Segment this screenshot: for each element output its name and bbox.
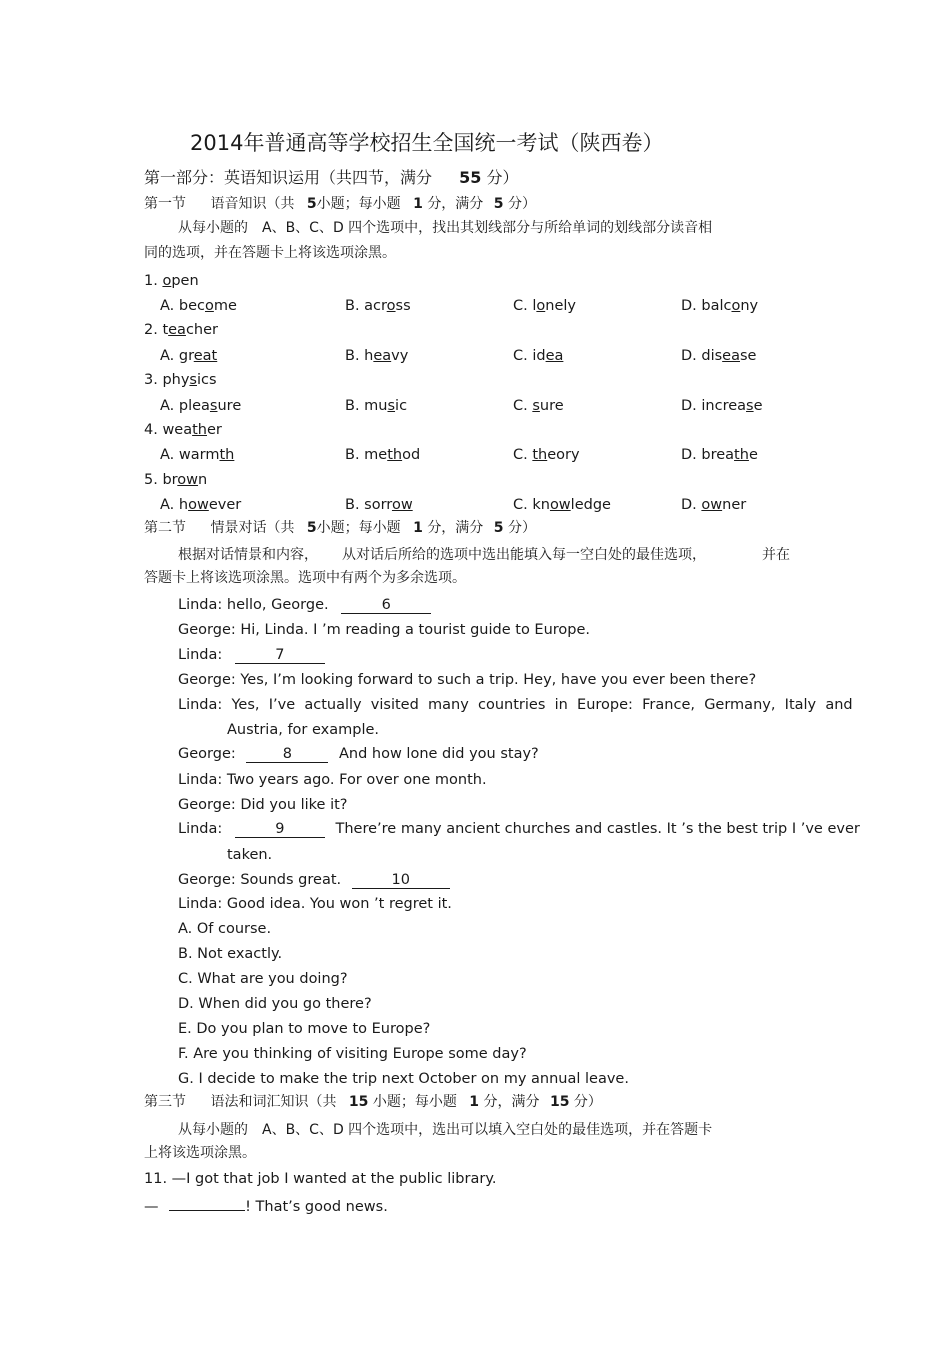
question-5: 5. brown (144, 472, 208, 488)
blank-6: 6 (341, 596, 431, 614)
section3-instruction-2: 上将该选项涂黑。 (144, 1145, 256, 1161)
question-11-response: — ! That’s good news. (144, 1193, 388, 1217)
q1-option-d: D. balcony (681, 298, 759, 314)
section3-count: 15 (348, 1094, 369, 1110)
dialog-line-5: Linda: Yes, I’ve actually visited many countries in Europe: France, Germany, Italy and (178, 697, 853, 713)
dialog-line-11: Linda: Good idea. You won ’t regret it. (178, 896, 452, 912)
question-1: 1. open (144, 273, 199, 289)
blank-8: 8 (246, 745, 328, 763)
question-2: 2. teacher (144, 322, 218, 338)
section2-total: 5 (493, 520, 504, 536)
choice-c: C. What are you doing? (178, 971, 348, 987)
section1-text-d: 分） (507, 196, 536, 212)
part1-unit: 分） (486, 168, 519, 187)
section2-text-d: 分） (507, 520, 536, 536)
choice-e: E. Do you plan to move to Europe? (178, 1021, 431, 1037)
q2-option-d: D. disease (681, 348, 757, 364)
choice-d: D. When did you go there? (178, 996, 372, 1012)
section3-per: 1 (469, 1094, 480, 1110)
choice-b: B. Not exactly. (178, 946, 283, 962)
dialog-line-9: Linda: 9 There’re many ancient churches and castles. It ’s the best trip I ’ve ever (178, 821, 860, 837)
q4-option-c: C. theory (513, 447, 580, 463)
section2-text-b: 小题；每小题 (316, 520, 401, 536)
dialog-line-2: George: Hi, Linda. I ’m reading a tourist guide to Europe. (178, 622, 591, 638)
section3-name: 第三节 (144, 1094, 186, 1110)
question-3: 3. physics (144, 372, 217, 388)
section1-instruction-1: 从每小题的 A、B、C、D 四个选项中，找出其划线部分与所给单词的划线部分读音相 (178, 220, 713, 236)
section1-total: 5 (493, 196, 504, 212)
dialog-line-3: Linda: 7 (178, 645, 325, 665)
q1-option-c: C. lonely (513, 298, 576, 314)
section1-per: 1 (413, 196, 423, 212)
choice-f: F. Are you thinking of visiting Europe some day? (178, 1046, 527, 1062)
page-title: 2014年普通高等学校招生全国统一考试（陕西卷） (190, 131, 664, 155)
section2-count: 5 (306, 520, 317, 536)
q5-option-a: A. however (160, 497, 242, 513)
section2-instruction-2: 答题卡上将该选项涂黑。选项中有两个为多余选项。 (144, 570, 466, 586)
part1-heading (144, 168, 518, 188)
section1-name: 第一节 (144, 196, 186, 212)
blank-10: 10 (352, 871, 450, 889)
q4-option-b: B. method (345, 447, 421, 463)
dialog-line-8: George: Did you like it? (178, 797, 348, 813)
section1-instruction-2: 同的选项，并在答题卡上将该选项涂黑。 (144, 245, 396, 261)
dialog-line-1: Linda: hello, George. 6 (178, 595, 431, 615)
dialog-line-9b: taken. (227, 847, 273, 863)
section3-text-c: 分，满分 (483, 1094, 540, 1110)
q1-option-b: B. across (345, 298, 411, 314)
question-11: 11. —I got that job I wanted at the public library. (144, 1171, 497, 1187)
q4-option-a: A. warmth (160, 447, 235, 463)
dialog-line-6: George: 8 And how lone did you stay? (178, 746, 539, 762)
section2-instruction-1: 根据对话情景和内容， 从对话后所给的选项中选出能填入每一空白处的最佳选项， 并在 (178, 547, 790, 563)
q3-option-b: B. music (345, 398, 408, 414)
section3-total: 15 (549, 1094, 570, 1110)
section3-text-b: 小题；每小题 (372, 1094, 457, 1110)
q2-option-b: B. heavy (345, 348, 409, 364)
part1-text: 第一部分：英语知识运用（共四节，满分 (144, 168, 433, 187)
q3-option-a: A. pleasure (160, 398, 242, 414)
q1-option-a: A. become (160, 298, 237, 314)
section1-text-c: 分，满分 (427, 196, 484, 212)
section2-text-c: 分，满分 (427, 520, 484, 536)
q3-option-d: D. increase (681, 398, 763, 414)
section1-title: 语音知识（共 (210, 196, 295, 212)
q2-option-c: C. idea (513, 348, 564, 364)
part1-score: 55 (459, 168, 482, 187)
q5-option-d: D. owner (681, 497, 747, 513)
q4-option-d: D. breathe (681, 447, 758, 463)
section2-per: 1 (413, 520, 423, 536)
section1-heading (144, 194, 536, 214)
blank-7: 7 (235, 646, 325, 664)
dialog-line-7: Linda: Two years ago. For over one month. (178, 772, 487, 788)
choice-g: G. I decide to make the trip next October on my annual leave. (178, 1071, 629, 1087)
q2-option-a: A. great (160, 348, 218, 364)
section2-heading (144, 518, 536, 538)
blank-11 (169, 1193, 245, 1211)
section3-text-d: 分） (573, 1094, 602, 1110)
question-4: 4. weather (144, 422, 222, 438)
section2-title: 情景对话（共 (210, 520, 295, 536)
dialog-line-4: George: Yes, I’m looking forward to such a trip. Hey, have you ever been there? (178, 672, 757, 688)
choice-a: A. Of course. (178, 921, 272, 937)
q5-option-c: C. knowledge (513, 497, 611, 513)
dialog-line-10: George: Sounds great. 10 (178, 870, 450, 890)
section3-instruction-1: 从每小题的 A、B、C、D 四个选项中，选出可以填入空白处的最佳选项，并在答题卡 (178, 1122, 713, 1138)
section3-title: 语法和词汇知识（共 (210, 1094, 337, 1110)
q5-option-b: B. sorrow (345, 497, 413, 513)
section2-name: 第二节 (144, 520, 186, 536)
section1-text-b: 小题；每小题 (316, 196, 401, 212)
blank-9: 9 (235, 820, 325, 838)
section1-count: 5 (306, 196, 317, 212)
section3-heading (144, 1092, 602, 1112)
q3-option-c: C. sure (513, 398, 564, 414)
dialog-line-5b: Austria, for example. (227, 722, 380, 738)
